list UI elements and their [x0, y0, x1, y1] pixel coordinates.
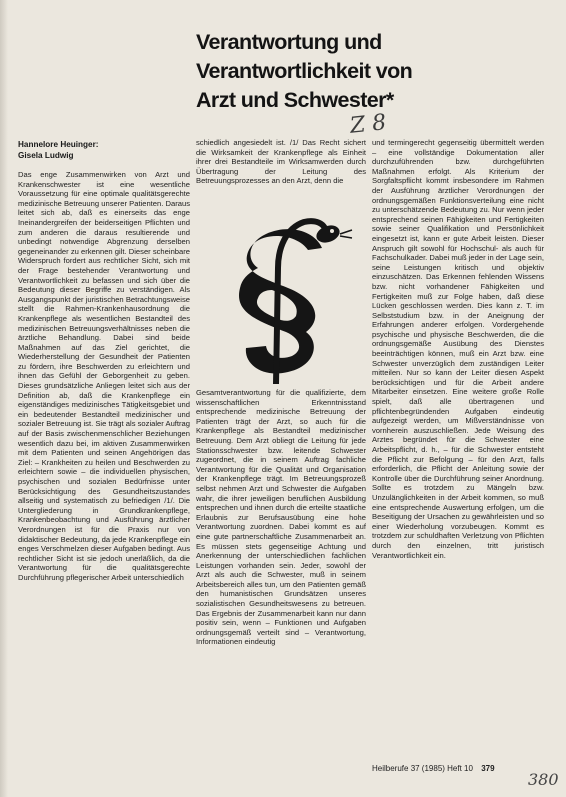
author-1: Hannelore Heuinger:	[18, 140, 99, 149]
handwritten-page-number: 380	[528, 770, 559, 789]
column-1-text: Das enge Zusammenwirken von Arzt und Krankenschwester ist eine wesentliche Voraussetzung für eine optimale qualitätsgerechte medizinische Betreuung unserer Patienten. Daraus leitet sich ab, daß es einerseits das enge Ineinandergreifen der beiderseitigen Pflichten und zum anderen die daraus resultierende und unbedingt notwendige Abgrenzung derselben gegeneinander zu erkennen gilt. Dieser scheinbare Widerspruch fordert aus rechtlicher Sicht, sich mit der Frage bestehender Verantwortung und Verantwortlichkeit zu befassen und sich über die Bedeutung dieser Begriffe zu verständigen. Als Ausgangspunkt der juristischen Betrachtungsweise stellt die Rahmen-Krankenhausordnung die Krankenpflege als wesentlichen Bestandteil des medizinischen Betreuungsverhältnisses neben die ärztliche Behandlung. Dabei sind beide Maßnahmen auf das Ziel gerichtet, die Wiederherstellung der Gesundheit der Patienten zu fördern, ihre Beschwerden zu erleichtern und ihnen das Gefühl der Geborgenheit zu geben. Dieses grundsätzliche Anliegen leitet sich aus der Definition ab, daß die Krankenpflege ein eigenständiges medizinisches Tätigkeitsgebiet und ein bedeutender Bestandteil medizinischer und sozialer Betreuung ist. Sie trägt als sozialer Auftrag auf der Basis zwischenmenschlicher Beziehungen wesentlich dazu bei, im aktiven Zusammenwirken mit dem Patienten und seinen Angehörigen das Ziel: – Krankheiten zu heilen und Beschwerden zu erleichtern sowie – die individuellen physischen, psychischen und sozialen Bedürfnisse unter Berücksichtigung des Gesundheitszustandes allseitig und systematisch zu befriedigen /1/. Die Untergliederung in Grundkrankenpflege, Krankenbeobachtung und Ausführung ärztlicher Verordnungen ist für die Praxis nur von didaktischer Bedeutung, da jede Krankenpflege ein enges Verschmelzen dieser Aufgaben bedingt. Aus rechtlicher Sicht ist sie jedoch unerläßlich, da die Verantwortung für die qualitätsgerechte Durchführung pflegerischer Arbeit unterschiedlich	[18, 170, 190, 582]
journal-reference: Heilberufe 37 (1985) Heft 10	[372, 764, 473, 773]
column-2b-text: Gesamtverantwortung für die qualifizierte, dem wissenschaftlichen Erkenntnisstand entsprechende medizinische Betreuung der Patienten trägt der Arzt, so auch für die Krankenpflege als Bestandteil medizinischer Betreuung. Dem Arzt obliegt die Leitung für jede Stationsschwester bzw. leitende Schwester zugeordnet, die in seinem Auftrag fachliche Verantwortung für die Qualität und Organisation der Krankenpflege trägt. Im Betreuungsprozeß selbst nehmen Arzt und Schwester die Aufgaben wahr, die ihrer jeweiligen beruflichen Ausbildung entsprechen und ihnen durch die erteilte staatliche Erlaubnis zur Berufsausübung eine hohe Verantwortung zuordnen. Dabei kommt es auf eine gute partnerschaftliche Zusammenarbeit an. Es müssen stets gegenseitige Achtung und Anerkennung der unterschiedlichen fachlichen Leistungen vorhanden sein. Jeder, sowohl der Arzt als auch die Schwester, muß in seinem Arbeitsbereich alles tun, um den Patienten gemäß den humanistischen Grundsätzen unseres sozialistischen Gesundheitswesens zu betreuen. Das Ergebnis der Zusammenarbeit kann nur dann positiv sein, wenn – Funktionen und Aufgaben ordnungsgemäß verteilt sind – Verantwortung, Informationen eindeutig	[196, 388, 366, 647]
title-line-1: Verantwortung und	[196, 30, 382, 54]
title-line-2: Verantwortlichkeit von	[196, 59, 413, 83]
column-3-text: und termingerecht gegenseitig übermittelt werden – eine vollständige Dokumentation aller durchzuführenden bzw. durchgeführten Maßnahmen erfolgt. Als Kriterium der Sorgfaltspflicht kommt insbesondere im Rahmen der Ausführung ärztlicher Verordnungen der ordnungsgemäßen Funktionsverteilung eine nicht zu unterschätzende Bedeutung zu. Nur wenn jeder entsprechend seinen Fähigkeiten und Fertigkeiten sowie seiner Qualifikation und Persönlichkeit eingesetzt ist, kann er gute Arbeit leisten. Dieser Anspruch gilt sowohl für Hochschul- als auch für Fachschulkader. Dabei muß jeder in der Lage sein, seine Leistungen kritisch und objektiv einzuschätzen. Das Erkennen fehlenden Wissens bzw. nicht vorhandener Fähigkeiten und Fertigkeiten muß zur Folge haben, daß diese Lücken geschlossen werden. Dies kann z. T. im Selbststudium bzw. in der Aneignung der Erfahrungen anderer erfolgen. Vordergehende psychische und physische Beschwerden, die die ordnungsgemäße Ausübung des Dienstes beeinträchtigen können, muß ein Arzt bzw. eine Schwester unverzüglich dem zuständigen Leiter mitteilen. Nur so kann der Leiter diesen Aspekt berücksichtigen und für die Arbeit andere Mitarbeiter einsetzen. Eine weitere große Rolle spielt, daß alle übertragenen und pflichtenbegründenden Aufgaben eindeutig aufgezeigt werden, um Mißverständnisse von vornherein auszuschließen. Jede Weisung des Arztes begründet für die Schwester eine Arbeitspflicht, d. h., – für die Schwester entsteht die Pflicht zur Befolgung – für den Arzt, falls erforderlich, die Pflicht der Anleitung sowie der Kontrolle über die Durchführung seiner Anordnung. Sollte es trotzdem zu Mängeln bzw. Unzulänglichkeiten in der Arbeit kommen, so muß eine entsprechende Auswertung erfolgen, um die Beseitigung der Ursachen zu gewährleisten und so einer Wiederholung vorzubeugen. Kommt es trotzdem zur schuldhaften Verletzung von Pflichten durch den einzelnen, tritt juristisch Verantwortlichkeit ein.	[372, 138, 544, 560]
text-column-2-top	[196, 138, 366, 206]
text-column-3	[372, 138, 544, 768]
handwritten-note: Z 8	[348, 110, 388, 139]
author-2: Gisela Ludwig	[18, 150, 74, 160]
article-title	[196, 28, 556, 115]
text-column-1	[18, 170, 190, 760]
column-2a-text: schiedlich angesiedelt ist. /1/ Das Recht sichert die Wirksamkeit der Krankenpflege als Einheit ihrer drei Bestandteile im Wirksamwerden durch Übertragung der Leitung des Betreuungsprozesses an den Arzt, denn die	[196, 138, 366, 186]
snake-paragraph-emblem-icon	[196, 208, 366, 384]
authors	[18, 140, 99, 161]
page-spine-shadow	[0, 0, 8, 797]
title-line-3: Arzt und Schwester*	[196, 88, 394, 112]
page-number: 379	[481, 764, 495, 773]
text-column-2-bottom	[196, 388, 366, 760]
